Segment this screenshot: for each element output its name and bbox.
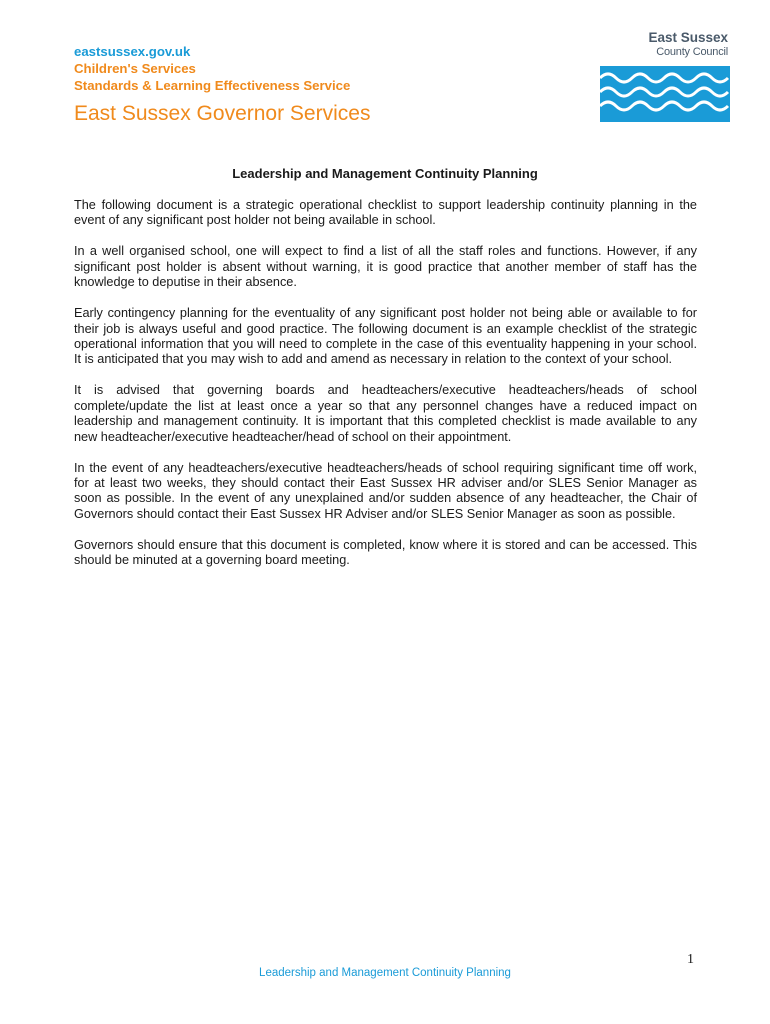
paragraph: It is advised that governing boards and headteachers/executive headteachers/heads of school complete/update the list at least once a year so that any personnel changes have a reduced impact on leadership and management continuity. It is important that this completed checklist is made available to any new headteacher/executive headteacher/head of school on their appointment.: [74, 383, 697, 444]
paragraph: In a well organised school, one will expect to find a list of all the staff roles and functions. However, if any significant post holder is absent without warning, it is good practice that another member of staff has the knowledge to deputise in their absence.: [74, 244, 697, 290]
paragraph: Early contingency planning for the eventuality of any significant post holder not being able or available to for their job is always useful and good practice. The following document is an example checklist of the strategic operational information that you will need to complete in the case of this eventuality happening in your school. It is anticipated that you may wish to add and amend as necessary in relation to the context of your school.: [74, 306, 697, 367]
logo-line-2: County Council: [656, 46, 728, 58]
paragraph: In the event of any headteachers/executive headteachers/heads of school requiring significant time off work, for at least two weeks, they should contact their East Sussex HR adviser and/or SLES Senior Manager as soon as possible. In the event of any unexplained and/or sudden absence of any headteacher, the Chair of Governors should contact their East Sussex HR Adviser and/or SLES Senior Manager as soon as possible.: [74, 460, 697, 521]
paragraph: The following document is a strategic operational checklist to support leadership continuity planning in the event of any significant post holder not being available in school.: [74, 198, 697, 228]
website-link[interactable]: eastsussex.gov.uk: [74, 44, 191, 59]
paragraph: Governors should ensure that this document is completed, know where it is stored and can be accessed. This should be minuted at a governing board meeting.: [74, 537, 697, 568]
page-number: 1: [687, 952, 694, 967]
document-body: [74, 198, 697, 584]
waves-logo-icon: [598, 64, 732, 126]
logo-line-1: East Sussex: [648, 30, 728, 45]
page-title: East Sussex Governor Services: [74, 102, 371, 125]
page-footer: Leadership and Management Continuity Planning: [259, 967, 511, 979]
document-heading: Leadership and Management Continuity Planning: [232, 166, 538, 181]
east-sussex-logo: [598, 30, 732, 126]
service-label: Standards & Learning Effectiveness Service: [74, 78, 351, 93]
department-label: Children's Services: [74, 61, 196, 76]
header-block: [74, 43, 350, 94]
